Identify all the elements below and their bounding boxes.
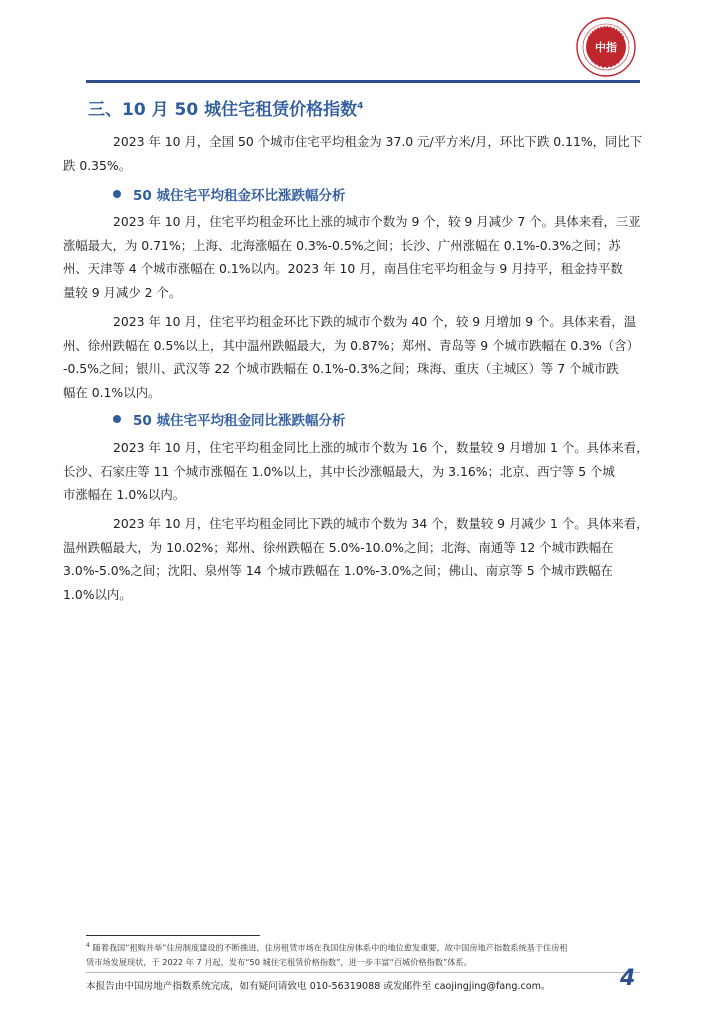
footer-contact: 本报告由中国房地产指数系统完成，如有疑问请致电 010-56319088 或发邮件至 caojingjing@fang.com。 xyxy=(86,981,551,992)
intro-paragraph: 2023 年 10 月，全国 50 个城市住宅平均租金为 37.0 元/平方米/月，环比下跌 0.11%，同比下 跌 0.35%。 xyxy=(63,134,643,173)
mom-rise-paragraph: 2023 年 10 月，住宅平均租金环比上涨的城市个数为 9 个，较 9 月减少 7 个。具体来看，三亚 涨幅最大，为 0.71%；上海、北海涨幅在 0.3%-0.5%之间；长沙、广州涨幅在 0.1%-0.3%之间；苏 州、天津等 4 个城市涨幅在 0.1%以内。2023 年 10 月，南昌住宅平均租金与 9 月持平，租金持平数 量较 9 月减少 2 个。 xyxy=(63,214,641,300)
subsection-title-mom: 50 城住宅平均租金环比涨跌幅分析 xyxy=(133,188,346,204)
mom-fall-paragraph: 2023 年 10 月，住宅平均租金环比下跌的城市个数为 40 个，较 9 月增加 9 个。具体来看，温 州、徐州跌幅在 0.5%以上，其中温州跌幅最大，为 0.87%；郑州、青岛等 9 个城市跌幅在 0.3%（含） -0.5%之间；银川、武汉等 22 个城市跌幅在 0.1%-0.3%之间；珠海、重庆（主城区）等 7 个城市跌 幅在 0.1%以内。 xyxy=(63,314,639,400)
subsection-title-yoy: 50 城住宅平均租金同比涨跌幅分析 xyxy=(133,413,346,429)
page-number: 4 xyxy=(620,966,636,991)
footer-rule xyxy=(86,972,640,973)
yoy-fall-paragraph: 2023 年 10 月，住宅平均租金同比下跌的城市个数为 34 个，数量较 9 月减少 1 个。具体来看， 温州跌幅最大，为 10.02%；郑州、徐州跌幅在 5.0%-10.0%之间；北海、南通等 12 个城市跌幅在 3.0%-5.0%之间；沈阳、泉州等 14 个城市跌幅在 1.0%-3.0%之间；佛山、南京等 5 个城市跌幅在 1.0%以内。 xyxy=(63,516,649,602)
footnote-rule xyxy=(86,935,260,936)
china-index-academy-logo xyxy=(575,16,637,78)
section-title: 三、10 月 50 城住宅租赁价格指数$^4$ xyxy=(88,100,364,120)
footnote-number: 4 xyxy=(86,942,90,949)
bullet-icon xyxy=(113,190,121,198)
footnote: $^4$ 随着我国“租购并举”住房制度建设的不断推进，住房租赁市场在我国住房体系中的地位愈发重要，故中国房地产指数系统基于住房租 赁市场发展现状，于 2022 年 7 月起，发布“50 城住宅租赁价格指数”，进一步丰富“百城价格指数”体系。 xyxy=(86,942,568,967)
header-rule xyxy=(86,80,640,83)
yoy-rise-paragraph: 2023 年 10 月，住宅平均租金同比上涨的城市个数为 16 个，数量较 9 月增加 1 个。具体来看， 长沙、石家庄等 11 个城市涨幅在 1.0%以上，其中长沙涨幅最大，为 3.16%；北京、西宁等 5 个城 市涨幅在 1.0%以内。 xyxy=(63,440,649,502)
footnote-ref: 4 xyxy=(357,101,364,112)
logo-center-text: 中指 xyxy=(595,41,617,54)
bullet-icon xyxy=(113,415,121,423)
